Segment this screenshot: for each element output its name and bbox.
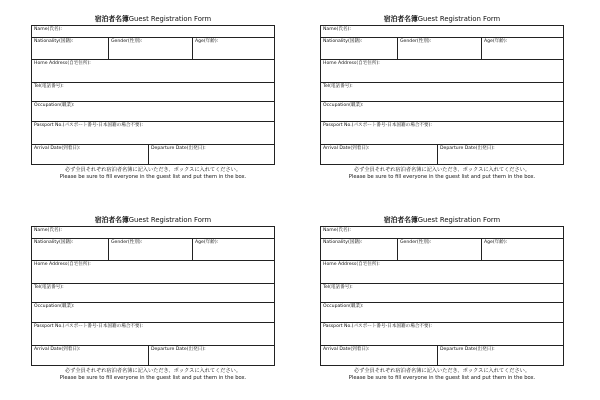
form-title-jp: 宿泊者名簿: [383, 216, 418, 224]
registration-form-bottom-left: [31, 214, 275, 381]
gender-field[interactable]: Gender(性別):: [397, 38, 481, 59]
form-title-en: Guest Registration Form: [128, 216, 212, 224]
gender-field[interactable]: Gender(性別):: [108, 38, 192, 59]
passport-field[interactable]: Passport No.(パスポート番号-日本国籍の場合不要):: [323, 123, 432, 128]
age-field[interactable]: Age(年齢):: [192, 38, 274, 59]
departure-date-field[interactable]: Departure Date(出発日):: [437, 145, 563, 164]
form-grid: [31, 25, 275, 165]
occupation-field[interactable]: Occupation(職業):: [34, 103, 75, 108]
arrival-date-field[interactable]: Arrival Date(到着日):: [34, 347, 81, 352]
name-field[interactable]: Name(氏名):: [34, 228, 62, 233]
home-address-field[interactable]: Home Address(自宅住所):: [323, 262, 380, 267]
occupation-field[interactable]: Occupation(職業):: [34, 304, 75, 309]
age-field[interactable]: Age(年齢):: [192, 239, 274, 260]
registration-form-bottom-right: [320, 214, 564, 381]
gender-field[interactable]: Gender(性別):: [108, 239, 192, 260]
passport-field[interactable]: Passport No.(パスポート番号-日本国籍の場合不要):: [34, 324, 143, 329]
tel-field[interactable]: Tel(電話番号):: [323, 285, 353, 290]
tel-field[interactable]: Tel(電話番号):: [34, 285, 64, 290]
nationality-field[interactable]: Nationality(国籍):: [323, 240, 363, 245]
form-grid: [320, 226, 564, 366]
form-grid: [31, 226, 275, 366]
form-grid: [320, 25, 564, 165]
form-title-en: Guest Registration Form: [417, 15, 501, 23]
home-address-field[interactable]: Home Address(自宅住所):: [323, 61, 380, 66]
form-notes: [320, 368, 564, 381]
home-address-field[interactable]: Home Address(自宅住所):: [34, 262, 91, 267]
form-notes: [31, 368, 275, 381]
arrival-date-field[interactable]: Arrival Date(到着日):: [34, 146, 81, 151]
form-title: [31, 214, 275, 226]
form-title-jp: 宿泊者名簿: [94, 15, 129, 23]
arrival-date-field[interactable]: Arrival Date(到着日):: [323, 146, 370, 151]
nationality-field[interactable]: Nationality(国籍):: [34, 39, 74, 44]
arrival-date-field[interactable]: Arrival Date(到着日):: [323, 347, 370, 352]
note-jp: 必ず全員それぞれ宿泊者名簿に記入いただき、ボックスに入れてください。: [353, 368, 531, 374]
passport-field[interactable]: Passport No.(パスポート番号-日本国籍の場合不要):: [323, 324, 432, 329]
departure-date-field[interactable]: Departure Date(出発日):: [437, 346, 563, 365]
tel-field[interactable]: Tel(電話番号):: [34, 84, 64, 89]
home-address-field[interactable]: Home Address(自宅住所):: [34, 61, 91, 66]
gender-field[interactable]: Gender(性別):: [397, 239, 481, 260]
note-en: Please be sure to fill everyone in the guest list and put them in the box.: [348, 374, 536, 381]
name-field[interactable]: Name(氏名):: [323, 228, 351, 233]
note-en: Please be sure to fill everyone in the guest list and put them in the box.: [348, 173, 536, 180]
passport-field[interactable]: Passport No.(パスポート番号-日本国籍の場合不要):: [34, 123, 143, 128]
departure-date-field[interactable]: Departure Date(出発日):: [148, 145, 274, 164]
form-notes: [31, 167, 275, 180]
nationality-field[interactable]: Nationality(国籍):: [34, 240, 74, 245]
name-field[interactable]: Name(氏名):: [34, 27, 62, 32]
note-jp: 必ず全員それぞれ宿泊者名簿に記入いただき、ボックスに入れてください。: [353, 167, 531, 173]
form-title: [320, 214, 564, 226]
form-title: [320, 13, 564, 25]
form-title-en: Guest Registration Form: [128, 15, 212, 23]
note-jp: 必ず全員それぞれ宿泊者名簿に記入いただき、ボックスに入れてください。: [64, 167, 242, 173]
departure-date-field[interactable]: Departure Date(出発日):: [148, 346, 274, 365]
note-en: Please be sure to fill everyone in the guest list and put them in the box.: [59, 374, 247, 381]
name-field[interactable]: Name(氏名):: [323, 27, 351, 32]
form-title-en: Guest Registration Form: [417, 216, 501, 224]
occupation-field[interactable]: Occupation(職業):: [323, 304, 364, 309]
form-notes: [320, 167, 564, 180]
age-field[interactable]: Age(年齢):: [481, 239, 563, 260]
form-title-jp: 宿泊者名簿: [94, 216, 129, 224]
nationality-field[interactable]: Nationality(国籍):: [323, 39, 363, 44]
form-title-jp: 宿泊者名簿: [383, 15, 418, 23]
note-jp: 必ず全員それぞれ宿泊者名簿に記入いただき、ボックスに入れてください。: [64, 368, 242, 374]
form-title: [31, 13, 275, 25]
tel-field[interactable]: Tel(電話番号):: [323, 84, 353, 89]
occupation-field[interactable]: Occupation(職業):: [323, 103, 364, 108]
registration-form-top-left: [31, 13, 275, 180]
registration-form-top-right: [320, 13, 564, 180]
age-field[interactable]: Age(年齢):: [481, 38, 563, 59]
note-en: Please be sure to fill everyone in the guest list and put them in the box.: [59, 173, 247, 180]
